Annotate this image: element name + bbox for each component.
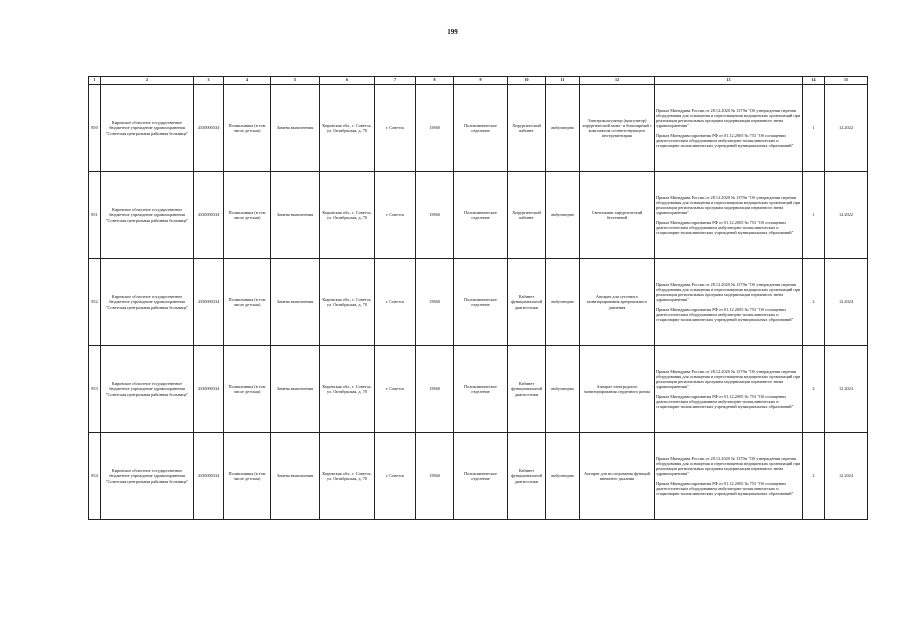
address-cell: Кировская обл., г. Советск, ул. Октябрьская, д. 70 — [320, 85, 375, 172]
delivery-date-cell: 12.2024 — [825, 433, 868, 520]
delivery-date-cell: 12.2024 — [825, 259, 868, 346]
quantity-cell: 2 — [803, 259, 825, 346]
table-row — [89, 433, 868, 520]
care-condition-cell: амбулаторно — [546, 433, 580, 520]
row-number-cell: 851 — [89, 172, 101, 259]
equipment-name-cell: Аппарат электродного мониторирования сердечного ритма — [580, 346, 655, 433]
inn-code-cell: 4330000334 — [194, 433, 224, 520]
care-condition-cell: амбулаторно — [546, 85, 580, 172]
department-cell: Поликлиническое отделение — [454, 433, 508, 520]
unit-type-cell: Поликлиника (в том числе детская) — [224, 433, 271, 520]
cabinet-cell: Кабинет функциональной диагностики — [508, 259, 546, 346]
locality-code-cell: 15860 — [416, 346, 454, 433]
address-cell: Кировская обл., г. Советск, ул. Октябрьская, д. 70 — [320, 259, 375, 346]
table-body — [89, 85, 868, 520]
service-type-cell: Замена выполнения — [271, 346, 320, 433]
institution-name-cell: Кировское областное государственное бюджетное учреждение здравоохранения "Советская центральная районная больница" — [101, 85, 194, 172]
institution-name-cell: Кировское областное государственное бюджетное учреждение здравоохранения "Советская центральная районная больница" — [101, 172, 194, 259]
column-number-header: 9 — [454, 77, 508, 85]
locality-code-cell: 15860 — [416, 172, 454, 259]
column-number-header: 7 — [375, 77, 416, 85]
equipment-name-cell: Аппарат для суточного мониторирования артериального давления — [580, 259, 655, 346]
legal-basis-cell: Приказ Минздрава России от 28.12.2020 № 1379н "Об утверждении перечня оборудования для оснащения и переоснащения медицинских организаций при реализации региональных программ модернизации первичного звена здравоохранения" Приказ Минздравсоцразвития РФ от 01.12.2005 № 753 "Об оснащении диагностическим оборудованием амбулаторно-поликлинических и стационарно-поликлинических учреждений муниципальных образований" — [655, 85, 803, 172]
legal-basis-cell: Приказ Минздрава России от 28.12.2020 № 1379н "Об утверждении перечня оборудования для оснащения и переоснащения медицинских организаций при реализации региональных программ модернизации первичного звена здравоохранения" Приказ Минздравсоцразвития РФ от 01.12.2005 № 753 "Об оснащении диагностическим оборудованием амбулаторно-поликлинических и стационарно-поликлинических учреждений муниципальных образований" — [655, 259, 803, 346]
department-cell: Поликлиническое отделение — [454, 346, 508, 433]
service-type-cell: Замена выполнения — [271, 85, 320, 172]
equipment-name-cell: Светильник хирургический бестеневой — [580, 172, 655, 259]
care-condition-cell: амбулаторно — [546, 346, 580, 433]
delivery-date-cell: 12.2023 — [825, 346, 868, 433]
table-row — [89, 259, 868, 346]
institution-name-cell: Кировское областное государственное бюджетное учреждение здравоохранения "Советская центральная районная больница" — [101, 259, 194, 346]
delivery-date-cell: 12.2022 — [825, 85, 868, 172]
locality-code-cell: 15860 — [416, 433, 454, 520]
unit-type-cell: Поликлиника (в том числе детская) — [224, 85, 271, 172]
column-number-header: 5 — [271, 77, 320, 85]
row-number-cell: 854 — [89, 433, 101, 520]
equipment-registry-table — [88, 76, 868, 520]
column-number-header: 2 — [101, 77, 194, 85]
equipment-name-cell: Электрокоагулятор (коагулятор) хирургический моно- и биполярный с комплектом соответствующего инструментария — [580, 85, 655, 172]
unit-type-cell: Поликлиника (в том числе детская) — [224, 172, 271, 259]
column-number-header: 12 — [580, 77, 655, 85]
unit-type-cell: Поликлиника (в том числе детская) — [224, 346, 271, 433]
column-number-row — [89, 77, 868, 85]
department-cell: Поликлиническое отделение — [454, 259, 508, 346]
column-number-header: 1 — [89, 77, 101, 85]
row-number-cell: 850 — [89, 85, 101, 172]
cabinet-cell: Кабинет функциональной диагностики — [508, 346, 546, 433]
column-number-header: 11 — [546, 77, 580, 85]
unit-type-cell: Поликлиника (в том числе детская) — [224, 259, 271, 346]
locality-code-cell: 15860 — [416, 259, 454, 346]
locality-cell: г. Советск — [375, 172, 416, 259]
quantity-cell: 2 — [803, 433, 825, 520]
address-cell: Кировская обл., г. Советск, ул. Октябрьская, д. 70 — [320, 172, 375, 259]
column-number-header: 10 — [508, 77, 546, 85]
cabinet-cell: Хирургический кабинет — [508, 85, 546, 172]
address-cell: Кировская обл., г. Советск, ул. Октябрьская, д. 70 — [320, 346, 375, 433]
cabinet-cell: Хирургический кабинет — [508, 172, 546, 259]
column-number-header: 8 — [416, 77, 454, 85]
care-condition-cell: амбулаторно — [546, 259, 580, 346]
column-number-header: 4 — [224, 77, 271, 85]
institution-name-cell: Кировское областное государственное бюджетное учреждение здравоохранения "Советская центральная районная больница" — [101, 433, 194, 520]
inn-code-cell: 4330000334 — [194, 85, 224, 172]
service-type-cell: Замена выполнения — [271, 433, 320, 520]
table-row — [89, 172, 868, 259]
quantity-cell: 1 — [803, 85, 825, 172]
inn-code-cell: 4330000334 — [194, 172, 224, 259]
column-number-header: 3 — [194, 77, 224, 85]
column-number-header: 14 — [803, 77, 825, 85]
column-number-header: 6 — [320, 77, 375, 85]
cabinet-cell: Кабинет функциональной диагностики — [508, 433, 546, 520]
delivery-date-cell: 12.2022 — [825, 172, 868, 259]
inn-code-cell: 4330000334 — [194, 346, 224, 433]
row-number-cell: 853 — [89, 346, 101, 433]
equipment-name-cell: Аппарат для исследования функций внешнего дыхания — [580, 433, 655, 520]
locality-cell: г. Советск — [375, 259, 416, 346]
page-number: 199 — [447, 28, 458, 36]
inn-code-cell: 4330000334 — [194, 259, 224, 346]
locality-cell: г. Советск — [375, 346, 416, 433]
department-cell: Поликлиническое отделение — [454, 85, 508, 172]
service-type-cell: Замена выполнения — [271, 172, 320, 259]
table-row — [89, 346, 868, 433]
department-cell: Поликлиническое отделение — [454, 172, 508, 259]
column-number-header: 15 — [825, 77, 868, 85]
locality-cell: г. Советск — [375, 85, 416, 172]
quantity-cell: 2 — [803, 346, 825, 433]
column-number-header: 13 — [655, 77, 803, 85]
quantity-cell: 1 — [803, 172, 825, 259]
locality-code-cell: 15860 — [416, 85, 454, 172]
legal-basis-cell: Приказ Минздрава России от 28.12.2020 № 1379н "Об утверждении перечня оборудования для оснащения и переоснащения медицинских организаций при реализации региональных программ модернизации первичного звена здравоохранения" Приказ Минздравсоцразвития РФ от 01.12.2005 № 753 "Об оснащении диагностическим оборудованием амбулаторно-поликлинических и стационарно-поликлинических учреждений муниципальных образований" — [655, 172, 803, 259]
table-row — [89, 85, 868, 172]
row-number-cell: 852 — [89, 259, 101, 346]
care-condition-cell: амбулаторно — [546, 172, 580, 259]
legal-basis-cell: Приказ Минздрава России от 28.12.2020 № 1379н "Об утверждении перечня оборудования для оснащения и переоснащения медицинских организаций при реализации региональных программ модернизации первичного звена здравоохранения" Приказ Минздравсоцразвития РФ от 01.12.2005 № 753 "Об оснащении диагностическим оборудованием амбулаторно-поликлинических и стационарно-поликлинических учреждений муниципальных образований" — [655, 346, 803, 433]
service-type-cell: Замена выполнения — [271, 259, 320, 346]
locality-cell: г. Советск — [375, 433, 416, 520]
address-cell: Кировская обл., г. Советск, ул. Октябрьская, д. 70 — [320, 433, 375, 520]
institution-name-cell: Кировское областное государственное бюджетное учреждение здравоохранения "Советская центральная районная больница" — [101, 346, 194, 433]
legal-basis-cell: Приказ Минздрава России от 28.12.2020 № 1379н "Об утверждении перечня оборудования для оснащения и переоснащения медицинских организаций при реализации региональных программ модернизации первичного звена здравоохранения" Приказ Минздравсоцразвития РФ от 01.12.2005 № 753 "Об оснащении диагностическим оборудованием амбулаторно-поликлинических и стационарно-поликлинических учреждений муниципальных образований" — [655, 433, 803, 520]
